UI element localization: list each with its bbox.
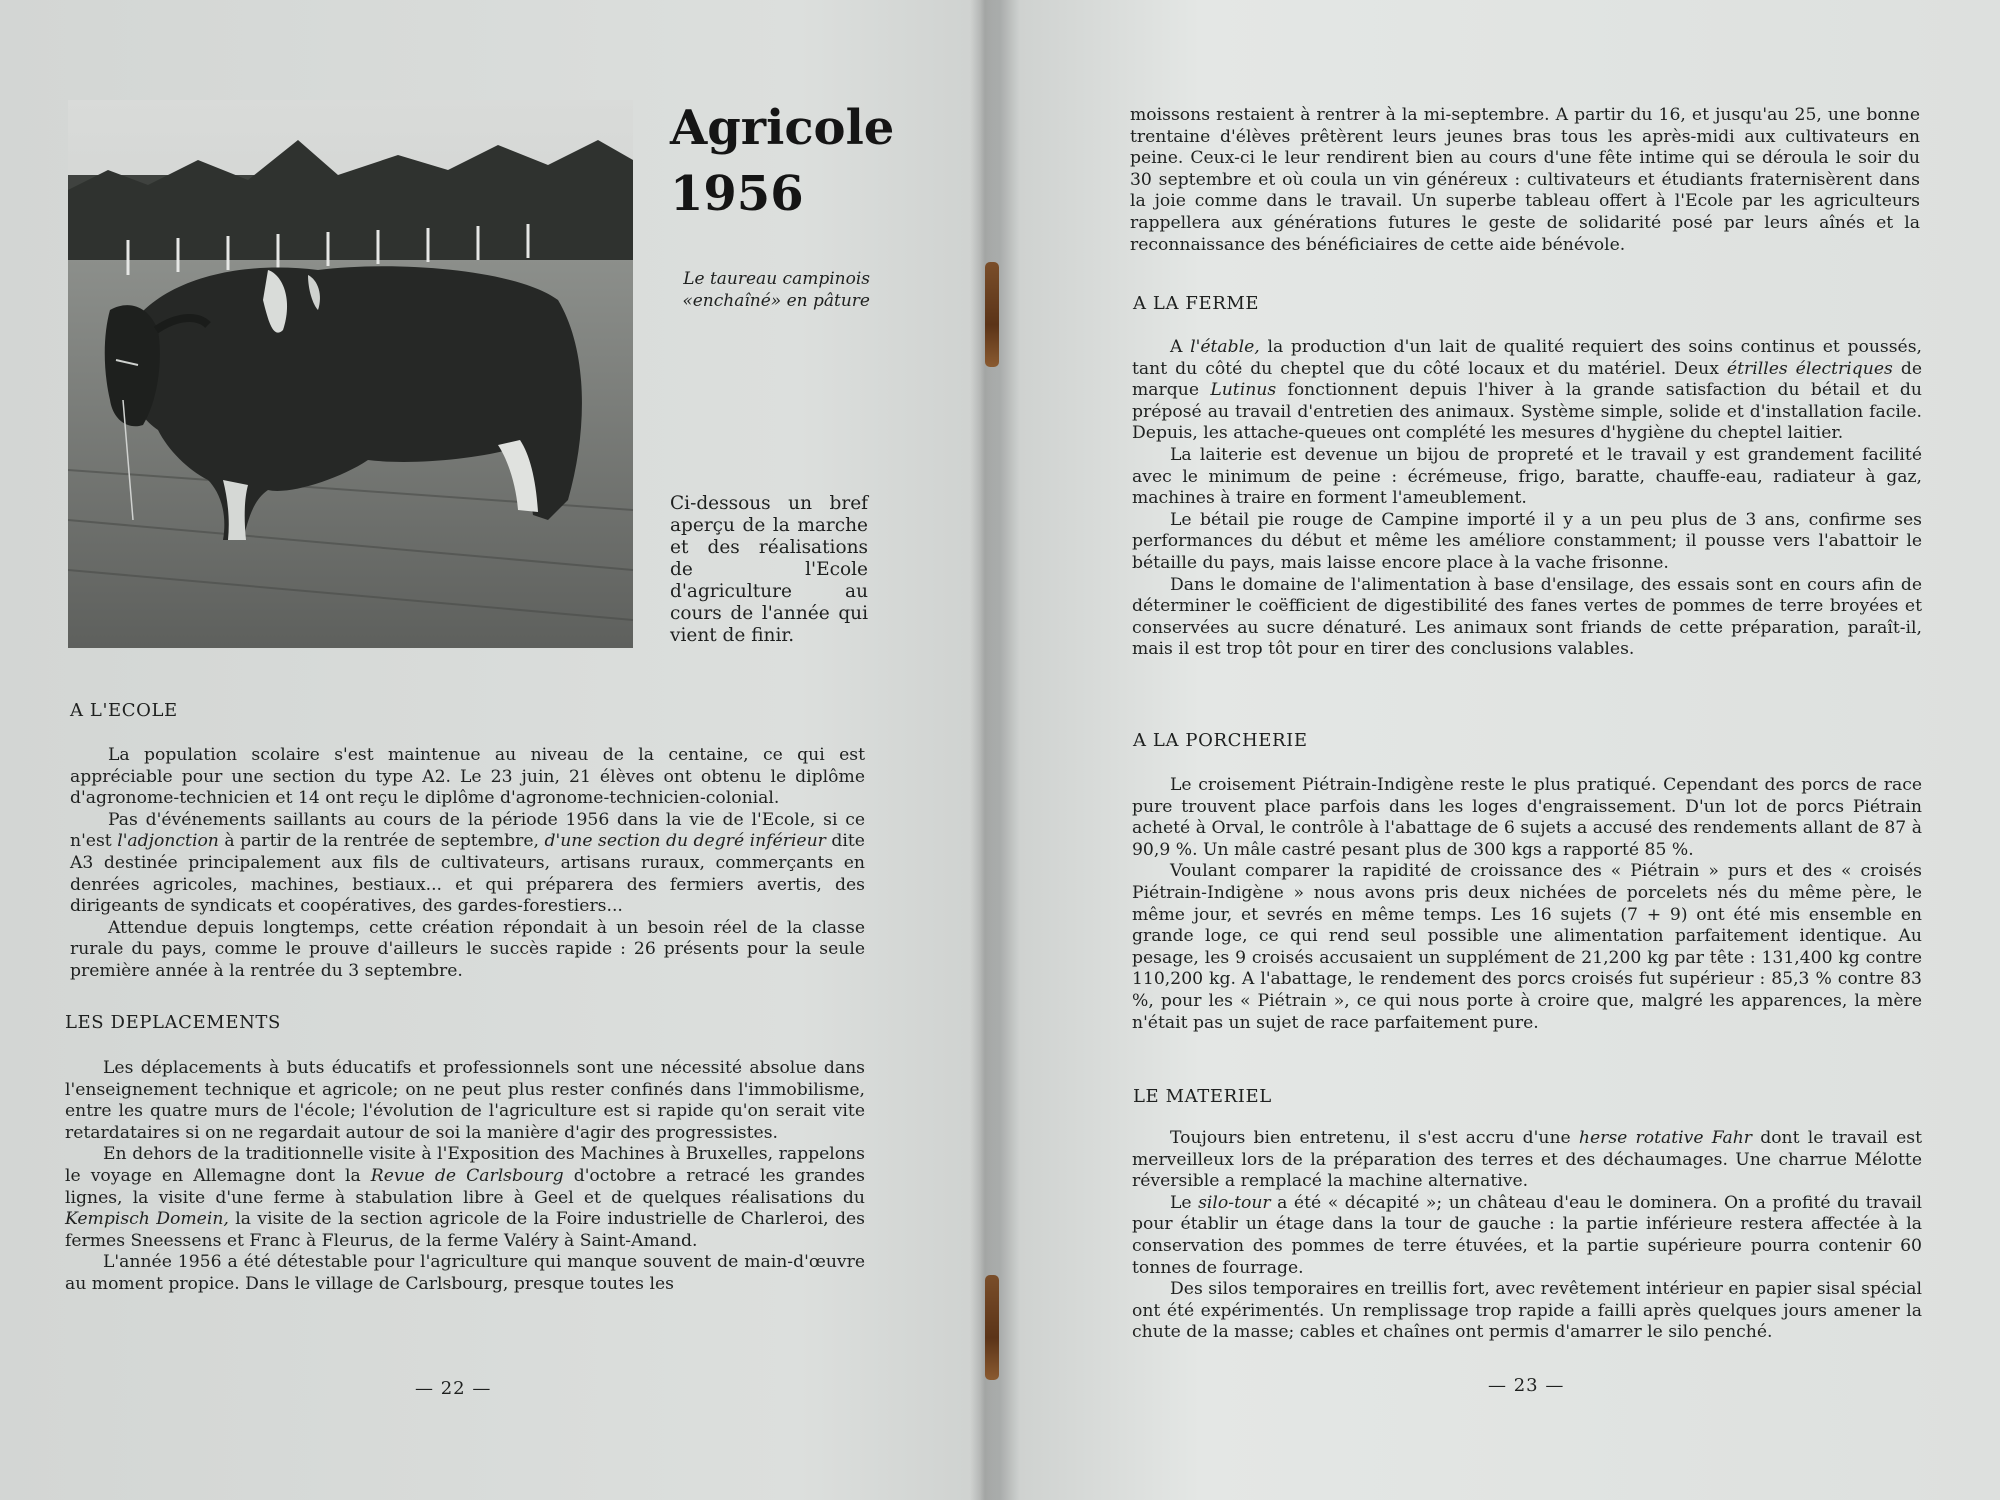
intro-text: Ci-dessous un bref aperçu de la marche et des réalisations de l'Ecole d'agriculture au cours de l'année qui vient de finir. [670, 493, 868, 646]
headline-title: Agricole [670, 100, 895, 156]
text-run: Les déplacements à buts éducatifs et professionnels sont une nécessité absolue dans l'enseignement technique et agricole; on ne peut plus rester confinés dans l'immobilisme, entre les quatre murs de l'école; l'évolution de l'agriculture est si rapide qu'on serait vite retardataires si on ne regardait autour de soi la manière d'agir des progressistes. [65, 1058, 865, 1143]
staple-bottom [985, 1275, 999, 1380]
text-run: dite A3 destinée principalement aux fils de cultivateurs, artisans ruraux, commerçants en denrées agricoles, machines, bestiaux... et qui préparera des fermiers avertis, des dirigeants de syndicats et coopératives, des gardes-forestiers... [70, 831, 865, 917]
text-run: la production d'un lait de qualité requiert des soins continus et poussés, tant du côté du cheptel que du côté locaux et du matériel. Deux [1132, 337, 1922, 379]
paragraph [70, 810, 865, 918]
italic-run: d'une section du degré inférieur [544, 831, 826, 852]
text-run: Toujours bien entretenu, il s'est accru d'une [1170, 1128, 1579, 1148]
paragraph [1132, 1128, 1922, 1193]
paragraph [1132, 337, 1922, 445]
text-run: Attendue depuis longtemps, cette création répondait à un besoin réel de la classe rurale du pays, comme le prouve d'ailleurs le succès rapide : 26 présents pour la seule première année à la rentrée du 3 septembre. [70, 917, 865, 981]
paragraph [1132, 575, 1922, 661]
staple-top [985, 262, 999, 367]
italic-run: Kempisch Domein, [65, 1209, 229, 1230]
section-title-porcherie: A LA PORCHERIE [1133, 730, 1308, 751]
text-run: Pas d'événements saillants au cours de la période 1956 dans la vie de l'Ecole, si ce n'est [70, 809, 865, 852]
section-body-porcherie [1132, 775, 1922, 1034]
text-run: La laiterie est devenue un bijou de propreté et le travail y est grandement facilité avec le minimum de peine : écrémeuse, frigo, baratte, chauffe-eau, radiateur à gaz, machines à traire en forment l'ameublement. [1132, 444, 1922, 509]
text-run: Dans le domaine de l'alimentation à base d'ensilage, des essais sont en cours afin de déterminer le coëfficient de digestibilité des fanes vertes de pommes de terre broyées et conservées au sucre dénaturé. Les animaux sont friands de cette préparation, paraît-il, mais il est trop tôt pour en tirer des conclusions valables. [1132, 574, 1922, 660]
text-run: fonctionnent depuis l'hiver à la grande satisfaction du bétail et du préposé au travail d'entretien des animaux. Système simple, solide et d'installation facile. Depuis, les attache-queues ont complété les mesures d'hygiène du cheptel laitier. [1132, 380, 1922, 444]
text-run: En dehors de la traditionnelle visite à l'Exposition des Machines à Bruxelles, rappelons le voyage en Allemagne dont la [65, 1144, 865, 1186]
bull-photo [68, 100, 633, 648]
text-run: a été « décapité »; un château d'eau le dominera. On a profité du travail pour établir un étage dans la tour de gauche : la partie inférieure restera affectée à la conservation des pommes de terre étuvées, et la partie supérieure pourra contenir 60 tonnes de fourrage. [1132, 1192, 1922, 1278]
paragraph [65, 1058, 865, 1144]
section-title-materiel: LE MATERIEL [1133, 1086, 1272, 1107]
text-run: de marque [1132, 358, 1923, 401]
continuation-text [1130, 105, 1920, 256]
paragraph [1132, 1193, 1922, 1279]
italic-run: Revue de Carlsbourg [370, 1165, 564, 1186]
italic-run: l'adjonction [117, 831, 219, 852]
paragraph [1132, 861, 1922, 1034]
text-run: la visite de la section agricole de la Foire industrielle de Charleroi, des fermes Sneessens et Franc à Fleurus, de la ferme Valéry à Saint-Amand. [65, 1209, 865, 1251]
italic-run: herse rotative Fahr [1578, 1128, 1753, 1148]
text-run: Le bétail pie rouge de Campine importé il y a un peu plus de 3 ans, confirme ses performances du début et même les améliore constamment; il pousse vers l'abattoir le bétaille du pays, mais laisse encore place à la vache frisonne. [1132, 509, 1922, 573]
paragraph [1132, 775, 1922, 861]
text-run: Voulant comparer la rapidité de croissance des « Piétrain » purs et des « croisés Piétrain-Indigène » nous avons pris deux nichées de porcelets nés du même père, le même jour, et sevrés en même temps. Les 16 sujets (7 + 9) ont été mis ensemble en grande loge, ce qui rend seul possible une alimentation parfaitement identique. Au pesage, les 9 croisés accusaient un supplément de 21,200 kg par tête : 131,400 kg contre 110,200 kg. A l'abattage, le rendement des porcs croisés fut supérieur : 85,3 % contre 83 %, pour les « Piétrain », ce qui nous porte à croire que, malgré les apparences, la mère n'était pas un sujet de race parfaitement pure. [1132, 861, 1922, 1033]
text-run: moissons restaient à rentrer à la mi-septembre. A partir du 16, et jusqu'au 25, une bonne trentaine d'élèves prêtèrent leurs jeunes bras tous les après-midi aux cultivateurs en peine. Ceux-ci le leur rendirent bien au cours d'une fête intime qui se déroula le soir du 30 septembre et où coula un vin généreux : cultivateurs et étudiants fraternisèrent dans la joie comme dans le travail. Un superbe tableau offert à l'Ecole par les agriculteurs rappellera aux générations futures le geste de solidarité posé par leurs aînés et la reconnaissance des bénéficiaires de cette aide bénévole. [1130, 105, 1920, 255]
text-run: Le [1170, 1192, 1199, 1213]
section-title-ferme: A LA FERME [1133, 293, 1260, 314]
section-body-materiel [1132, 1128, 1922, 1344]
page-number-right: — 23 — [1488, 1375, 1565, 1396]
headline-year: 1956 [670, 166, 804, 222]
text-run: Le croisement Piétrain-Indigène reste le plus pratiqué. Cependant des porcs de race pure trouvent place parfois dans les loges d'engraissement. D'un lot de porcs Piétrain acheté à Orval, le contrôle à l'abattage de 6 sujets a accusé des rendements allant de 87 à 90,9 %. Un mâle castré pesant plus de 300 kgs a rapporté 85 %. [1132, 775, 1922, 860]
text-run: dont le travail est merveilleux lors de la préparation des terres et des déchaumages. Une charrue Mélotte réversible a remplacé la machine alternative. [1132, 1128, 1922, 1192]
paragraph [1132, 1279, 1922, 1344]
text-run: d'octobre a retracé les grandes lignes, la visite d'une ferme à stabulation libre à Geel et de quelques réalisations du [65, 1165, 866, 1208]
headline [670, 95, 894, 227]
text-run: La population scolaire s'est maintenue au niveau de la centaine, ce qui est appréciable pour une section du type A2. Le 23 juin, 21 élèves ont obtenu le diplôme d'agronome-technicien et 14 ont reçu le diplôme d'agronome-technicien-colonial. [70, 745, 865, 809]
italic-run: silo-tour [1198, 1192, 1271, 1213]
text-run: L'année 1956 a été détestable pour l'agriculture qui manque souvent de main-d'œuvre au moment propice. Dans le village de Carlsbourg, presque toutes les [65, 1252, 865, 1294]
section-title-ecole: A L'ECOLE [70, 700, 178, 721]
paragraph [65, 1144, 865, 1252]
paragraph [65, 1252, 865, 1295]
section-body-deplacements [65, 1058, 865, 1296]
left-page [0, 0, 985, 1500]
photo-caption: Le taureau campinois «enchaîné» en pâture [682, 269, 870, 311]
page-number-left: — 22 — [415, 1378, 492, 1399]
paragraph [1132, 510, 1922, 575]
bull-illustration [68, 100, 633, 648]
section-body-ferme [1132, 337, 1922, 661]
italic-run: l'étable, [1190, 337, 1260, 357]
paragraph [1132, 445, 1922, 510]
paragraph [70, 918, 865, 983]
italic-run: étrilles électriques [1726, 358, 1893, 379]
italic-run: Lutinus [1210, 380, 1277, 401]
paragraph [1130, 105, 1920, 256]
section-body-ecole [70, 745, 865, 983]
section-title-deplacements: LES DEPLACEMENTS [65, 1012, 281, 1033]
right-page [1000, 0, 2000, 1500]
paragraph [70, 745, 865, 810]
text-run: Des silos temporaires en treillis fort, avec revêtement intérieur en papier sisal spécial ont été expérimentés. Un remplissage trop rapide a failli après quelques jours amener la chute de la masse; cables et chaînes ont permis d'amarrer le silo penché. [1132, 1279, 1922, 1343]
text-run: à partir de la rentrée de septembre, [218, 831, 545, 852]
text-run: A [1170, 337, 1191, 357]
